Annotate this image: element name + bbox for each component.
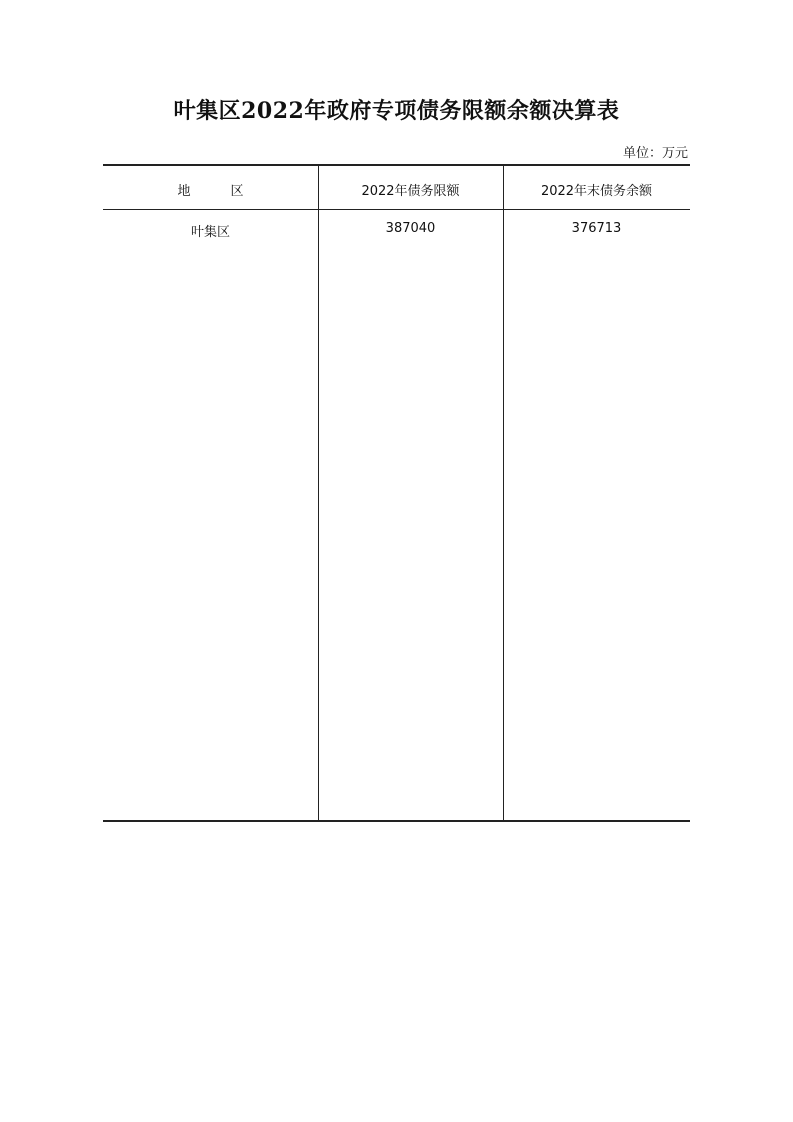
column-divider (503, 166, 504, 820)
header-region (103, 180, 318, 199)
header-region-char: 地 (177, 184, 191, 199)
column-divider (318, 166, 319, 820)
header-region-char: 区 (230, 184, 244, 199)
row-debt-balance: 376713 (571, 221, 622, 236)
unit-label: 单位：万元 (622, 146, 688, 161)
row-region: 叶集区 (190, 225, 230, 240)
header-divider (103, 209, 690, 210)
header-debt-limit: 2022年债务限额 (361, 184, 460, 199)
header-debt-balance: 2022年末债务余额 (540, 184, 653, 199)
row-debt-limit: 387040 (385, 221, 436, 236)
debt-table (103, 164, 690, 822)
page-title: 叶集区2022年政府专项债务限额余额决算表 (173, 98, 620, 124)
